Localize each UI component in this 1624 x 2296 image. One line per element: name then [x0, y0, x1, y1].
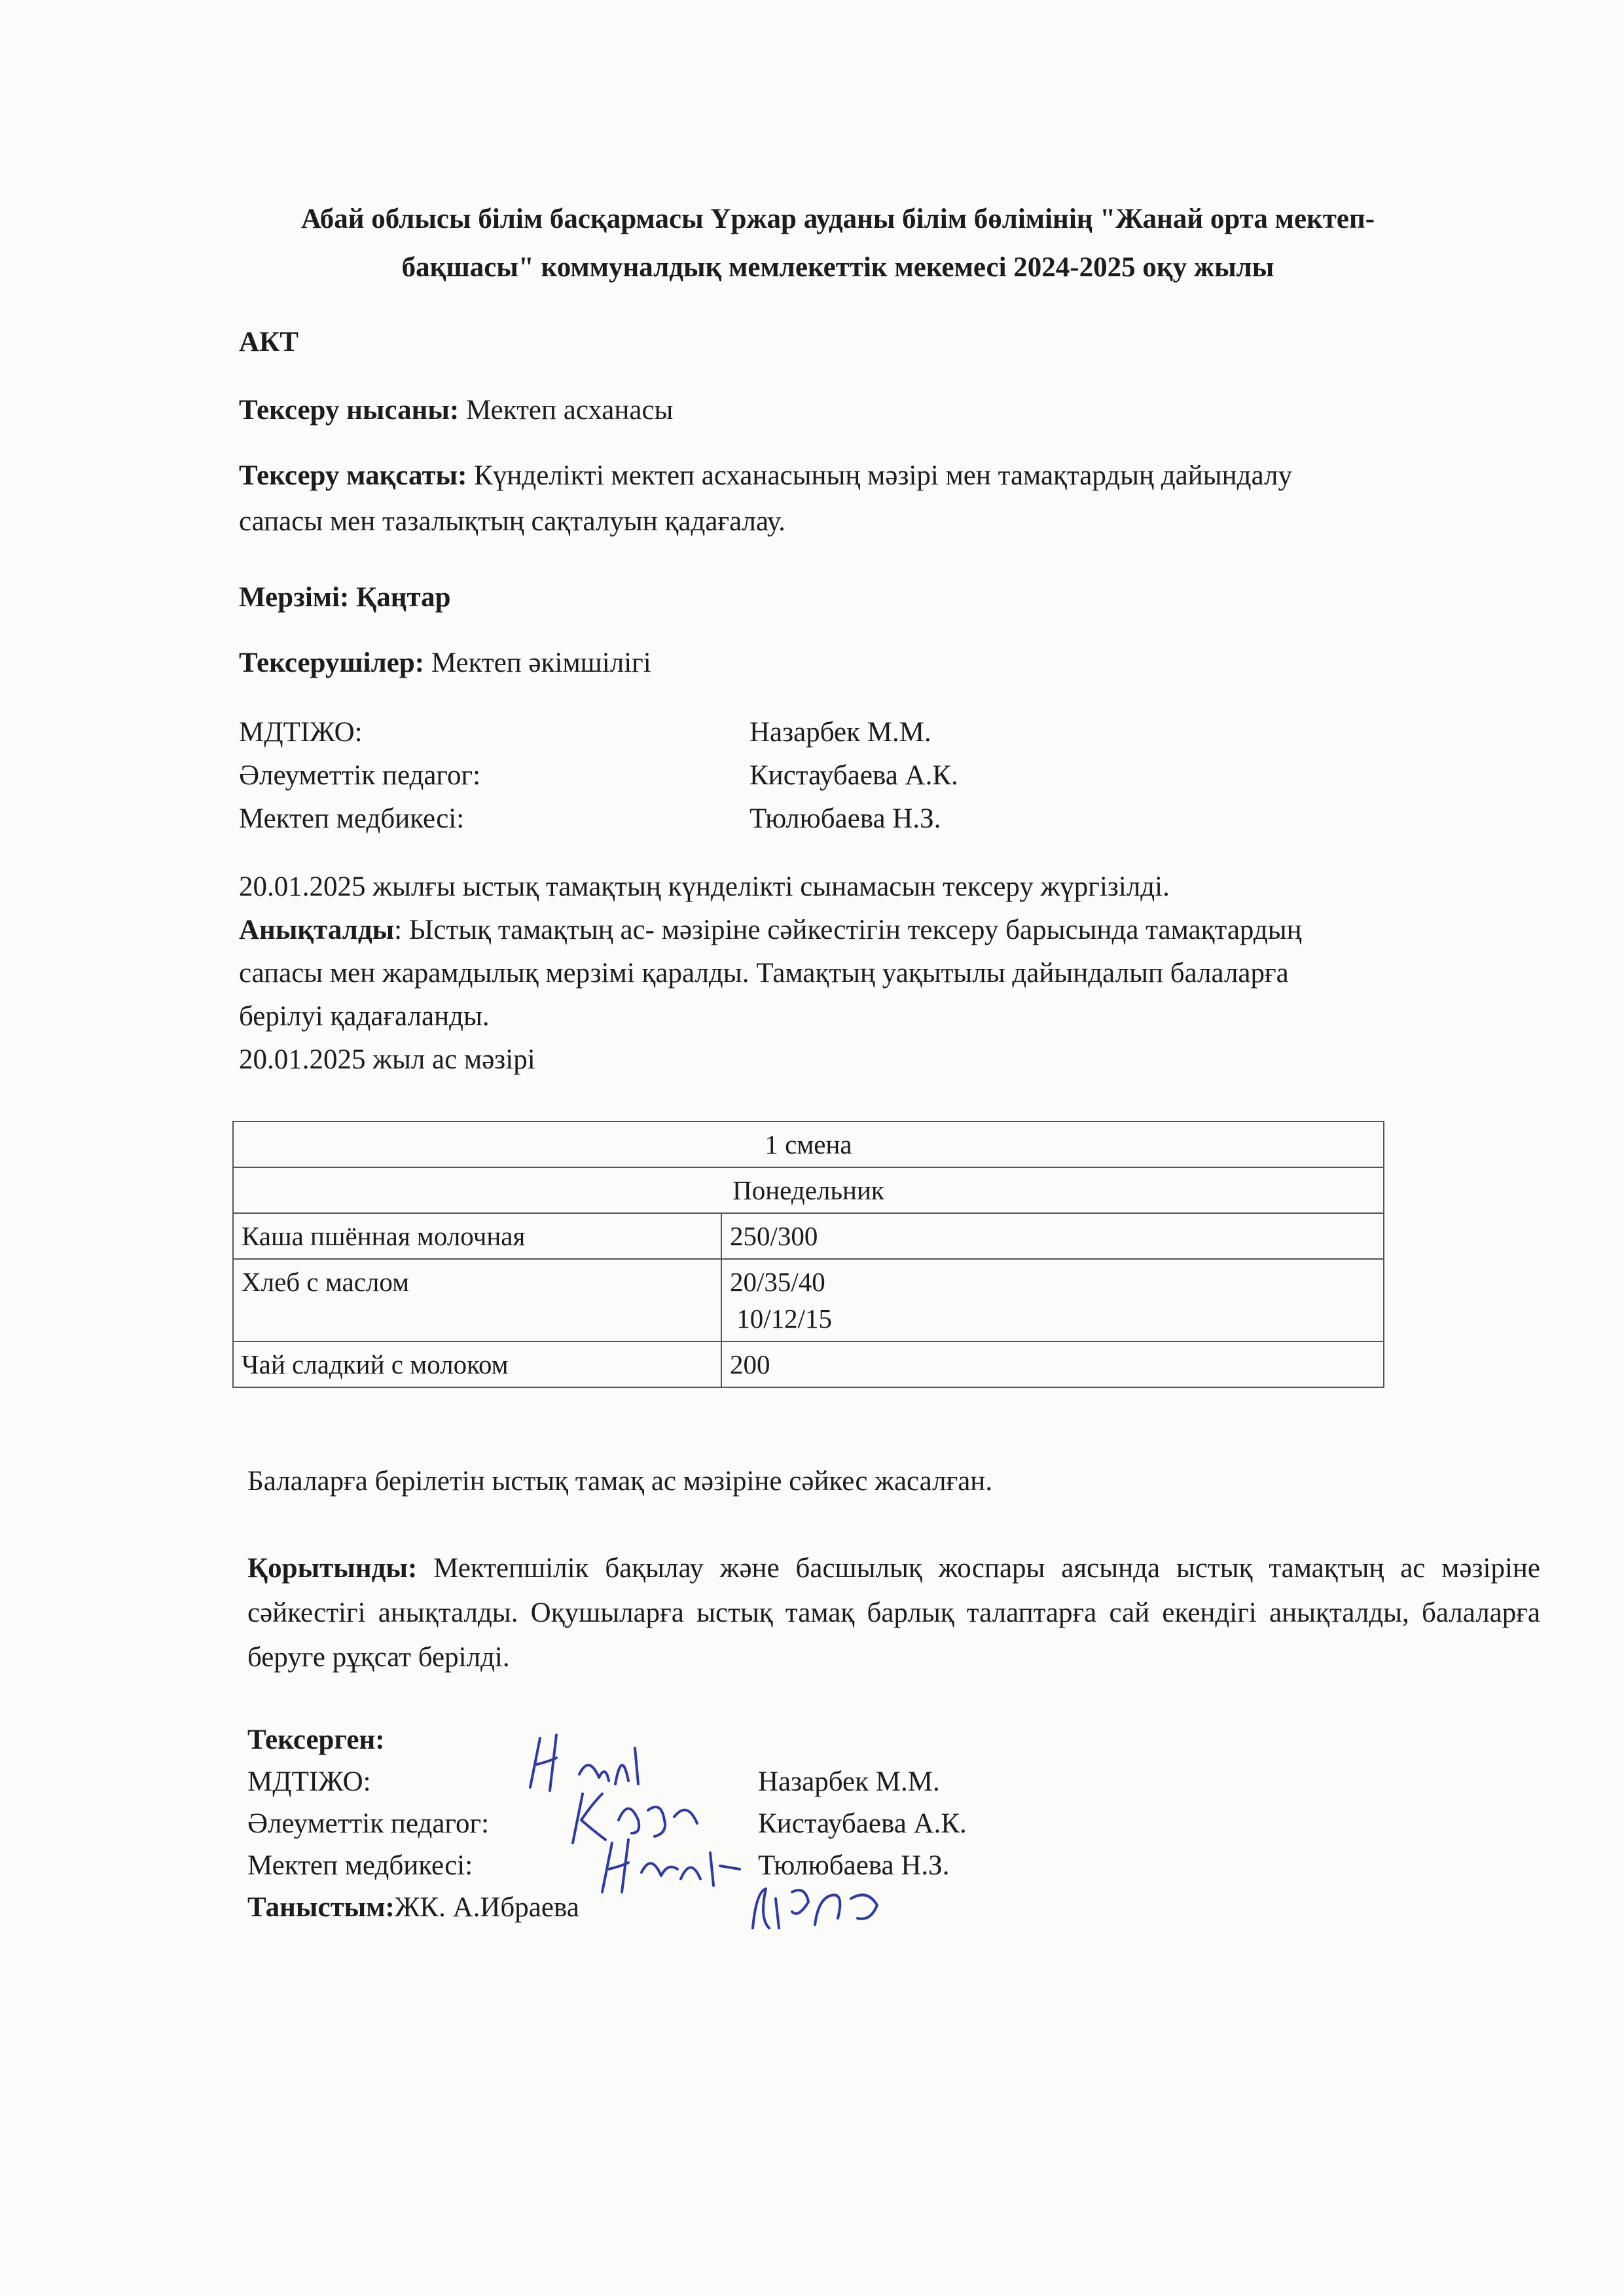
table-row: [233, 1341, 1384, 1387]
inspectors: [239, 640, 1542, 686]
findings-intro: 20.01.2025 жылғы ыстық тамақтың күнделікті сынамасын тексеру жүргізілді.: [239, 871, 1170, 902]
inspection-purpose-value-1: Күнделікті мектеп асханасының мәзірі мен тамақтардың дайындалу: [467, 460, 1292, 491]
portion-cell: [721, 1259, 1384, 1341]
staff-role: Мектеп медбикесі:: [239, 803, 465, 834]
dish-cell: Хлеб с маслом: [233, 1259, 721, 1341]
inspection-object-value: Мектеп асханасы: [459, 395, 674, 426]
dish-cell: Чай сладкий с молоком: [233, 1341, 721, 1387]
findings-text-1: : Ыстық тамақтың ас- мәзіріне сәйкестігін тексеру барысында тамақтардың: [394, 915, 1302, 945]
signature-row: [247, 1845, 1550, 1887]
signer-role: МДТІЖО:: [247, 1766, 371, 1797]
inspection-object-label: Тексеру нысаны:: [239, 395, 460, 426]
conclusion: [247, 1546, 1540, 1680]
table-row: [233, 1213, 1384, 1259]
document-header: [223, 195, 1453, 292]
signature-mark-4: [740, 1872, 897, 1944]
staff-row: [239, 711, 1542, 754]
staff-role: МДТІЖО:: [239, 717, 363, 748]
portion-value-2: 10/12/15: [730, 1303, 833, 1334]
findings-text-2: сапасы мен жарамдылық мерзімі қаралды. Тамақтың уақытылы дайындалып балаларға: [239, 958, 1289, 989]
inspection-purpose-label: Тексеру мақсаты:: [239, 460, 467, 491]
act-title: АКТ: [239, 327, 298, 357]
portion-value: 250/300: [730, 1221, 818, 1251]
signature-mark-3: [589, 1833, 759, 1899]
acquainted-row: [247, 1887, 1550, 1929]
table-row: [233, 1167, 1384, 1213]
staff-name: Назарбек М.М.: [749, 717, 931, 748]
menu-table: [232, 1121, 1384, 1388]
menu-compliance-note: Балаларға берілетін ыстық тамақ ас мәзіріне сәйкес жасалған.: [247, 1466, 993, 1497]
findings: [239, 866, 1542, 1082]
signature-block: [247, 1719, 1550, 1929]
signer-role: Әлеуметтік педагог:: [247, 1808, 490, 1839]
inspection-purpose: [239, 453, 1542, 545]
table-row: [233, 1259, 1384, 1341]
acquainted-value: ЖК. А.Ибраева: [394, 1892, 579, 1923]
signer-name: Тюлюбаева Н.З.: [758, 1850, 950, 1881]
conclusion-label: Қорытынды:: [247, 1553, 418, 1584]
header-line-1: Абай облысы білім басқармасы Үржар ауданы білім бөлімінің "Жанай орта мектеп-: [300, 204, 1375, 234]
portion-value: 20/35/40: [730, 1267, 825, 1297]
inspection-object: [239, 388, 1542, 433]
dish-cell: Каша пшённая молочная: [233, 1213, 721, 1259]
findings-text-3: берілуі қадағаланды.: [239, 1001, 490, 1032]
portion-cell: [721, 1213, 1384, 1259]
menu-caption: 20.01.2025 жыл ас мәзірі: [239, 1044, 535, 1075]
signature-row: [247, 1803, 1550, 1845]
header-line-2: бақшасы" коммуналдық мемлекеттік мекемесі 2024-2025 оқу жылы: [401, 252, 1274, 283]
staff-row: [239, 754, 1542, 797]
staff-name: Кистаубаева А.К.: [749, 760, 958, 791]
portion-value: 200: [730, 1349, 770, 1379]
signer-name: Назарбек М.М.: [758, 1766, 940, 1797]
signature-label: Тексерген:: [247, 1724, 385, 1755]
staff-name: Тюлюбаева Н.З.: [749, 803, 941, 834]
inspection-purpose-value-2: сапасы мен тазалықтың сақталуын қадағалау.: [239, 506, 785, 537]
staff-role: Әлеуметтік педагог:: [239, 760, 481, 791]
staff-list: [239, 711, 1542, 841]
signer-name: Кистаубаева А.К.: [758, 1808, 967, 1839]
portion-cell: [721, 1341, 1384, 1387]
conclusion-text: Мектепшілік бақылау және басшылық жоспары аясында ыстық тамақтың ас мәзіріне сәйкестігі анықталды. Оқушыларға ыстық тамақ барлық талаптарға сай екендігі анықталды, балаларға беруге рұқсат берілді.: [247, 1553, 1540, 1673]
findings-label: Анықталды: [239, 915, 395, 945]
table-row: [233, 1121, 1384, 1167]
signer-role: Мектеп медбикесі:: [247, 1850, 473, 1881]
shift-header: 1 смена: [233, 1121, 1384, 1167]
inspection-term: Мерзімі: Қаңтар: [239, 582, 451, 613]
inspectors-value: Мектеп әкімшілігі: [424, 647, 651, 678]
staff-row: [239, 797, 1542, 841]
day-header: Понедельник: [233, 1167, 1384, 1213]
signature-row: [247, 1761, 1550, 1803]
acquainted-label: Таныстым:: [247, 1892, 395, 1923]
inspectors-label: Тексерушілер:: [239, 647, 425, 678]
